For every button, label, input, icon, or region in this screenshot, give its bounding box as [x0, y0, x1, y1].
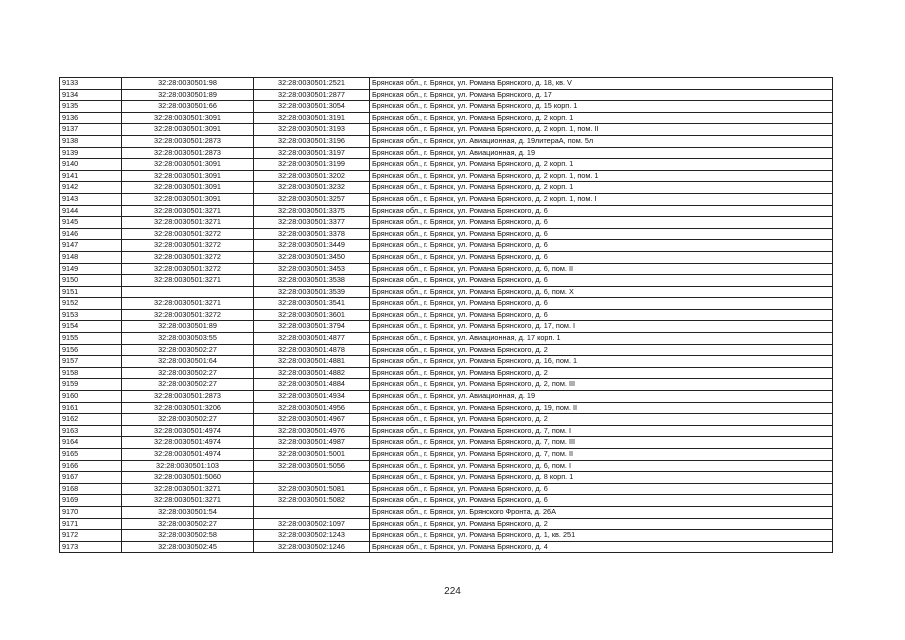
- table-row: [60, 414, 833, 426]
- parcel-cadastral-number-cell: 32:28:0030501:3272: [122, 228, 254, 240]
- address-cell: Брянская обл., г. Брянск, ул. Романа Брянского, д. 6: [370, 240, 833, 252]
- row-number-cell: 9133: [60, 78, 122, 90]
- table-row: [60, 321, 833, 333]
- parcel-cadastral-number-cell: 32:28:0030502:58: [122, 530, 254, 542]
- object-cadastral-number-cell: 32:28:0030501:3539: [254, 286, 370, 298]
- row-number-cell: 9149: [60, 263, 122, 275]
- parcel-cadastral-number-cell: 32:28:0030501:3271: [122, 298, 254, 310]
- parcel-cadastral-number-cell: 32:28:0030501:4974: [122, 437, 254, 449]
- address-cell: Брянская обл., г. Брянск, ул. Романа Брянского, д. 4: [370, 541, 833, 553]
- row-number-cell: 9137: [60, 124, 122, 136]
- parcel-cadastral-number-cell: 32:28:0030501:3091: [122, 159, 254, 171]
- object-cadastral-number-cell: [254, 472, 370, 484]
- table-row: [60, 240, 833, 252]
- row-number-cell: 9160: [60, 391, 122, 403]
- table-body: [60, 78, 833, 553]
- object-cadastral-number-cell: 32:28:0030501:3375: [254, 205, 370, 217]
- object-cadastral-number-cell: 32:28:0030501:3257: [254, 193, 370, 205]
- address-cell: Брянская обл., г. Брянск, ул. Романа Брянского, д. 6: [370, 251, 833, 263]
- table-row: [60, 425, 833, 437]
- row-number-cell: 9162: [60, 414, 122, 426]
- object-cadastral-number-cell: 32:28:0030501:3193: [254, 124, 370, 136]
- table-row: [60, 193, 833, 205]
- object-cadastral-number-cell: [254, 506, 370, 518]
- row-number-cell: 9143: [60, 193, 122, 205]
- object-cadastral-number-cell: 32:28:0030501:4967: [254, 414, 370, 426]
- parcel-cadastral-number-cell: 32:28:0030501:5060: [122, 472, 254, 484]
- table-row: [60, 78, 833, 90]
- object-cadastral-number-cell: 32:28:0030502:1246: [254, 541, 370, 553]
- object-cadastral-number-cell: 32:28:0030501:3449: [254, 240, 370, 252]
- table-row: [60, 449, 833, 461]
- row-number-cell: 9134: [60, 89, 122, 101]
- address-cell: Брянская обл., г. Брянск, ул. Романа Брянского, д. 2: [370, 518, 833, 530]
- address-cell: Брянская обл., г. Брянск, ул. Романа Брянского, д. 6: [370, 483, 833, 495]
- row-number-cell: 9168: [60, 483, 122, 495]
- table-row: [60, 472, 833, 484]
- parcel-cadastral-number-cell: 32:28:0030501:3272: [122, 240, 254, 252]
- address-cell: Брянская обл., г. Брянск, ул. Романа Брянского, д. 17, пом. I: [370, 321, 833, 333]
- address-cell: Брянская обл., г. Брянск, ул. Романа Брянского, д. 2, пом. III: [370, 379, 833, 391]
- parcel-cadastral-number-cell: 32:28:0030501:66: [122, 101, 254, 113]
- object-cadastral-number-cell: 32:28:0030501:3377: [254, 217, 370, 229]
- table-row: [60, 228, 833, 240]
- object-cadastral-number-cell: 32:28:0030501:4881: [254, 356, 370, 368]
- parcel-cadastral-number-cell: 32:28:0030501:3271: [122, 217, 254, 229]
- table-row: [60, 217, 833, 229]
- table-row: [60, 506, 833, 518]
- row-number-cell: 9165: [60, 449, 122, 461]
- object-cadastral-number-cell: 32:28:0030501:4884: [254, 379, 370, 391]
- address-cell: Брянская обл., г. Брянск, ул. Романа Брянского, д. 6: [370, 298, 833, 310]
- object-cadastral-number-cell: 32:28:0030501:3453: [254, 263, 370, 275]
- address-cell: Брянская обл., г. Брянск, ул. Романа Брянского, д. 18, кв. V: [370, 78, 833, 90]
- address-cell: Брянская обл., г. Брянск, ул. Авиационная, д. 19: [370, 391, 833, 403]
- object-cadastral-number-cell: 32:28:0030501:5001: [254, 449, 370, 461]
- parcel-cadastral-number-cell: 32:28:0030501:103: [122, 460, 254, 472]
- row-number-cell: 9141: [60, 170, 122, 182]
- row-number-cell: 9142: [60, 182, 122, 194]
- parcel-cadastral-number-cell: 32:28:0030501:3091: [122, 193, 254, 205]
- object-cadastral-number-cell: 32:28:0030501:4877: [254, 333, 370, 345]
- address-cell: Брянская обл., г. Брянск, ул. Романа Брянского, д. 2 корп. 1: [370, 182, 833, 194]
- table-row: [60, 89, 833, 101]
- address-cell: Брянская обл., г. Брянск, ул. Авиационная, д. 19литераА, пом. 5л: [370, 135, 833, 147]
- object-cadastral-number-cell: 32:28:0030501:3191: [254, 112, 370, 124]
- table-row: [60, 170, 833, 182]
- parcel-cadastral-number-cell: 32:28:0030502:27: [122, 518, 254, 530]
- object-cadastral-number-cell: 32:28:0030501:3196: [254, 135, 370, 147]
- table-row: [60, 437, 833, 449]
- address-cell: Брянская обл., г. Брянск, ул. Романа Брянского, д. 2 корп. 1, пом. II: [370, 124, 833, 136]
- object-cadastral-number-cell: 32:28:0030501:5082: [254, 495, 370, 507]
- table-row: [60, 205, 833, 217]
- object-cadastral-number-cell: 32:28:0030501:3054: [254, 101, 370, 113]
- table-row: [60, 356, 833, 368]
- table-row: [60, 402, 833, 414]
- row-number-cell: 9140: [60, 159, 122, 171]
- object-cadastral-number-cell: 32:28:0030501:3199: [254, 159, 370, 171]
- table-row: [60, 135, 833, 147]
- object-cadastral-number-cell: 32:28:0030501:2521: [254, 78, 370, 90]
- parcel-cadastral-number-cell: 32:28:0030501:2873: [122, 135, 254, 147]
- parcel-cadastral-number-cell: 32:28:0030501:64: [122, 356, 254, 368]
- object-cadastral-number-cell: 32:28:0030501:4976: [254, 425, 370, 437]
- table-row: [60, 251, 833, 263]
- parcel-cadastral-number-cell: [122, 286, 254, 298]
- object-cadastral-number-cell: 32:28:0030501:3541: [254, 298, 370, 310]
- address-cell: Брянская обл., г. Брянск, ул. Романа Брянского, д. 7, пом. I: [370, 425, 833, 437]
- object-cadastral-number-cell: 32:28:0030501:4987: [254, 437, 370, 449]
- table-row: [60, 495, 833, 507]
- parcel-cadastral-number-cell: 32:28:0030501:3271: [122, 205, 254, 217]
- parcel-cadastral-number-cell: 32:28:0030501:4974: [122, 449, 254, 461]
- object-cadastral-number-cell: 32:28:0030501:4934: [254, 391, 370, 403]
- parcel-cadastral-number-cell: 32:28:0030501:3271: [122, 275, 254, 287]
- object-cadastral-number-cell: 32:28:0030501:3450: [254, 251, 370, 263]
- table-row: [60, 112, 833, 124]
- row-number-cell: 9169: [60, 495, 122, 507]
- object-cadastral-number-cell: 32:28:0030501:3794: [254, 321, 370, 333]
- parcel-cadastral-number-cell: 32:28:0030501:3272: [122, 263, 254, 275]
- row-number-cell: 9155: [60, 333, 122, 345]
- table-row: [60, 309, 833, 321]
- parcel-cadastral-number-cell: 32:28:0030501:3272: [122, 309, 254, 321]
- parcel-cadastral-number-cell: 32:28:0030503:55: [122, 333, 254, 345]
- address-cell: Брянская обл., г. Брянск, ул. Романа Брянского, д. 8 корп. 1: [370, 472, 833, 484]
- parcel-cadastral-number-cell: 32:28:0030501:2873: [122, 147, 254, 159]
- parcel-cadastral-number-cell: 32:28:0030501:3091: [122, 182, 254, 194]
- table-row: [60, 483, 833, 495]
- row-number-cell: 9138: [60, 135, 122, 147]
- table-row: [60, 147, 833, 159]
- table-row: [60, 275, 833, 287]
- object-cadastral-number-cell: 32:28:0030501:3197: [254, 147, 370, 159]
- address-cell: Брянская обл., г. Брянск, ул. Романа Брянского, д. 6: [370, 228, 833, 240]
- address-cell: Брянская обл., г. Брянск, ул. Брянского Фронта, д. 26А: [370, 506, 833, 518]
- row-number-cell: 9172: [60, 530, 122, 542]
- address-cell: Брянская обл., г. Брянск, ул. Романа Брянского, д. 6: [370, 217, 833, 229]
- row-number-cell: 9152: [60, 298, 122, 310]
- table-row: [60, 101, 833, 113]
- address-cell: Брянская обл., г. Брянск, ул. Романа Брянского, д. 6, пом. X: [370, 286, 833, 298]
- table-row: [60, 460, 833, 472]
- parcel-cadastral-number-cell: 32:28:0030502:45: [122, 541, 254, 553]
- row-number-cell: 9147: [60, 240, 122, 252]
- cadastral-table: [59, 77, 833, 553]
- address-cell: Брянская обл., г. Брянск, ул. Авиационная, д. 17 корп. 1: [370, 333, 833, 345]
- parcel-cadastral-number-cell: 32:28:0030502:27: [122, 379, 254, 391]
- address-cell: Брянская обл., г. Брянск, ул. Романа Брянского, д. 6: [370, 205, 833, 217]
- parcel-cadastral-number-cell: 32:28:0030501:89: [122, 321, 254, 333]
- object-cadastral-number-cell: 32:28:0030501:4882: [254, 367, 370, 379]
- address-cell: Брянская обл., г. Брянск, ул. Романа Брянского, д. 1, кв. 251: [370, 530, 833, 542]
- object-cadastral-number-cell: 32:28:0030501:4878: [254, 344, 370, 356]
- object-cadastral-number-cell: 32:28:0030501:4956: [254, 402, 370, 414]
- table-row: [60, 298, 833, 310]
- address-cell: Брянская обл., г. Брянск, ул. Романа Брянского, д. 19, пом. II: [370, 402, 833, 414]
- row-number-cell: 9154: [60, 321, 122, 333]
- parcel-cadastral-number-cell: 32:28:0030501:4974: [122, 425, 254, 437]
- row-number-cell: 9145: [60, 217, 122, 229]
- object-cadastral-number-cell: 32:28:0030501:3601: [254, 309, 370, 321]
- parcel-cadastral-number-cell: 32:28:0030501:2873: [122, 391, 254, 403]
- object-cadastral-number-cell: 32:28:0030501:3378: [254, 228, 370, 240]
- row-number-cell: 9144: [60, 205, 122, 217]
- object-cadastral-number-cell: 32:28:0030501:2877: [254, 89, 370, 101]
- table-row: [60, 333, 833, 345]
- address-cell: Брянская обл., г. Брянск, ул. Романа Брянского, д. 2 корп. 1: [370, 112, 833, 124]
- parcel-cadastral-number-cell: 32:28:0030501:3271: [122, 495, 254, 507]
- row-number-cell: 9136: [60, 112, 122, 124]
- parcel-cadastral-number-cell: 32:28:0030501:3272: [122, 251, 254, 263]
- table-row: [60, 159, 833, 171]
- row-number-cell: 9150: [60, 275, 122, 287]
- address-cell: Брянская обл., г. Брянск, ул. Романа Брянского, д. 6: [370, 309, 833, 321]
- parcel-cadastral-number-cell: 32:28:0030501:3091: [122, 170, 254, 182]
- row-number-cell: 9135: [60, 101, 122, 113]
- parcel-cadastral-number-cell: 32:28:0030501:54: [122, 506, 254, 518]
- row-number-cell: 9146: [60, 228, 122, 240]
- parcel-cadastral-number-cell: 32:28:0030501:3271: [122, 483, 254, 495]
- address-cell: Брянская обл., г. Брянск, ул. Романа Брянского, д. 16, пом. 1: [370, 356, 833, 368]
- object-cadastral-number-cell: 32:28:0030502:1097: [254, 518, 370, 530]
- row-number-cell: 9148: [60, 251, 122, 263]
- address-cell: Брянская обл., г. Брянск, ул. Романа Брянского, д. 2: [370, 414, 833, 426]
- address-cell: Брянская обл., г. Брянск, ул. Романа Брянского, д. 15 корп. 1: [370, 101, 833, 113]
- parcel-cadastral-number-cell: 32:28:0030502:27: [122, 367, 254, 379]
- address-cell: Брянская обл., г. Брянск, ул. Романа Брянского, д. 17: [370, 89, 833, 101]
- address-cell: Брянская обл., г. Брянск, ул. Романа Брянского, д. 2 корп. 1: [370, 159, 833, 171]
- table-row: [60, 379, 833, 391]
- object-cadastral-number-cell: 32:28:0030501:3202: [254, 170, 370, 182]
- address-cell: Брянская обл., г. Брянск, ул. Авиационная, д. 19: [370, 147, 833, 159]
- parcel-cadastral-number-cell: 32:28:0030501:3206: [122, 402, 254, 414]
- object-cadastral-number-cell: 32:28:0030501:3232: [254, 182, 370, 194]
- table-row: [60, 286, 833, 298]
- parcel-cadastral-number-cell: 32:28:0030501:89: [122, 89, 254, 101]
- row-number-cell: 9166: [60, 460, 122, 472]
- address-cell: Брянская обл., г. Брянск, ул. Романа Брянского, д. 6, пом. II: [370, 263, 833, 275]
- object-cadastral-number-cell: 32:28:0030501:5056: [254, 460, 370, 472]
- address-cell: Брянская обл., г. Брянск, ул. Романа Брянского, д. 2 корп. 1, пом. I: [370, 193, 833, 205]
- row-number-cell: 9170: [60, 506, 122, 518]
- row-number-cell: 9173: [60, 541, 122, 553]
- address-cell: Брянская обл., г. Брянск, ул. Романа Брянского, д. 2 корп. 1, пом. 1: [370, 170, 833, 182]
- parcel-cadastral-number-cell: 32:28:0030502:27: [122, 414, 254, 426]
- table-row: [60, 344, 833, 356]
- row-number-cell: 9153: [60, 309, 122, 321]
- row-number-cell: 9139: [60, 147, 122, 159]
- table-row: [60, 263, 833, 275]
- parcel-cadastral-number-cell: 32:28:0030501:3091: [122, 124, 254, 136]
- address-cell: Брянская обл., г. Брянск, ул. Романа Брянского, д. 7, пом. II: [370, 449, 833, 461]
- address-cell: Брянская обл., г. Брянск, ул. Романа Брянского, д. 7, пом. III: [370, 437, 833, 449]
- row-number-cell: 9163: [60, 425, 122, 437]
- row-number-cell: 9171: [60, 518, 122, 530]
- object-cadastral-number-cell: 32:28:0030502:1243: [254, 530, 370, 542]
- parcel-cadastral-number-cell: 32:28:0030501:98: [122, 78, 254, 90]
- address-cell: Брянская обл., г. Брянск, ул. Романа Брянского, д. 2: [370, 344, 833, 356]
- page-number: 224: [444, 586, 461, 597]
- table-row: [60, 518, 833, 530]
- row-number-cell: 9161: [60, 402, 122, 414]
- table-row: [60, 541, 833, 553]
- parcel-cadastral-number-cell: 32:28:0030501:3091: [122, 112, 254, 124]
- row-number-cell: 9167: [60, 472, 122, 484]
- row-number-cell: 9164: [60, 437, 122, 449]
- row-number-cell: 9158: [60, 367, 122, 379]
- address-cell: Брянская обл., г. Брянск, ул. Романа Брянского, д. 2: [370, 367, 833, 379]
- address-cell: Брянская обл., г. Брянск, ул. Романа Брянского, д. 6, пом. I: [370, 460, 833, 472]
- object-cadastral-number-cell: 32:28:0030501:3538: [254, 275, 370, 287]
- row-number-cell: 9159: [60, 379, 122, 391]
- table-row: [60, 124, 833, 136]
- object-cadastral-number-cell: 32:28:0030501:5081: [254, 483, 370, 495]
- table-row: [60, 367, 833, 379]
- row-number-cell: 9156: [60, 344, 122, 356]
- row-number-cell: 9157: [60, 356, 122, 368]
- table-row: [60, 391, 833, 403]
- table-row: [60, 530, 833, 542]
- row-number-cell: 9151: [60, 286, 122, 298]
- address-cell: Брянская обл., г. Брянск, ул. Романа Брянского, д. 6: [370, 495, 833, 507]
- table-row: [60, 182, 833, 194]
- parcel-cadastral-number-cell: 32:28:0030502:27: [122, 344, 254, 356]
- address-cell: Брянская обл., г. Брянск, ул. Романа Брянского, д. 6: [370, 275, 833, 287]
